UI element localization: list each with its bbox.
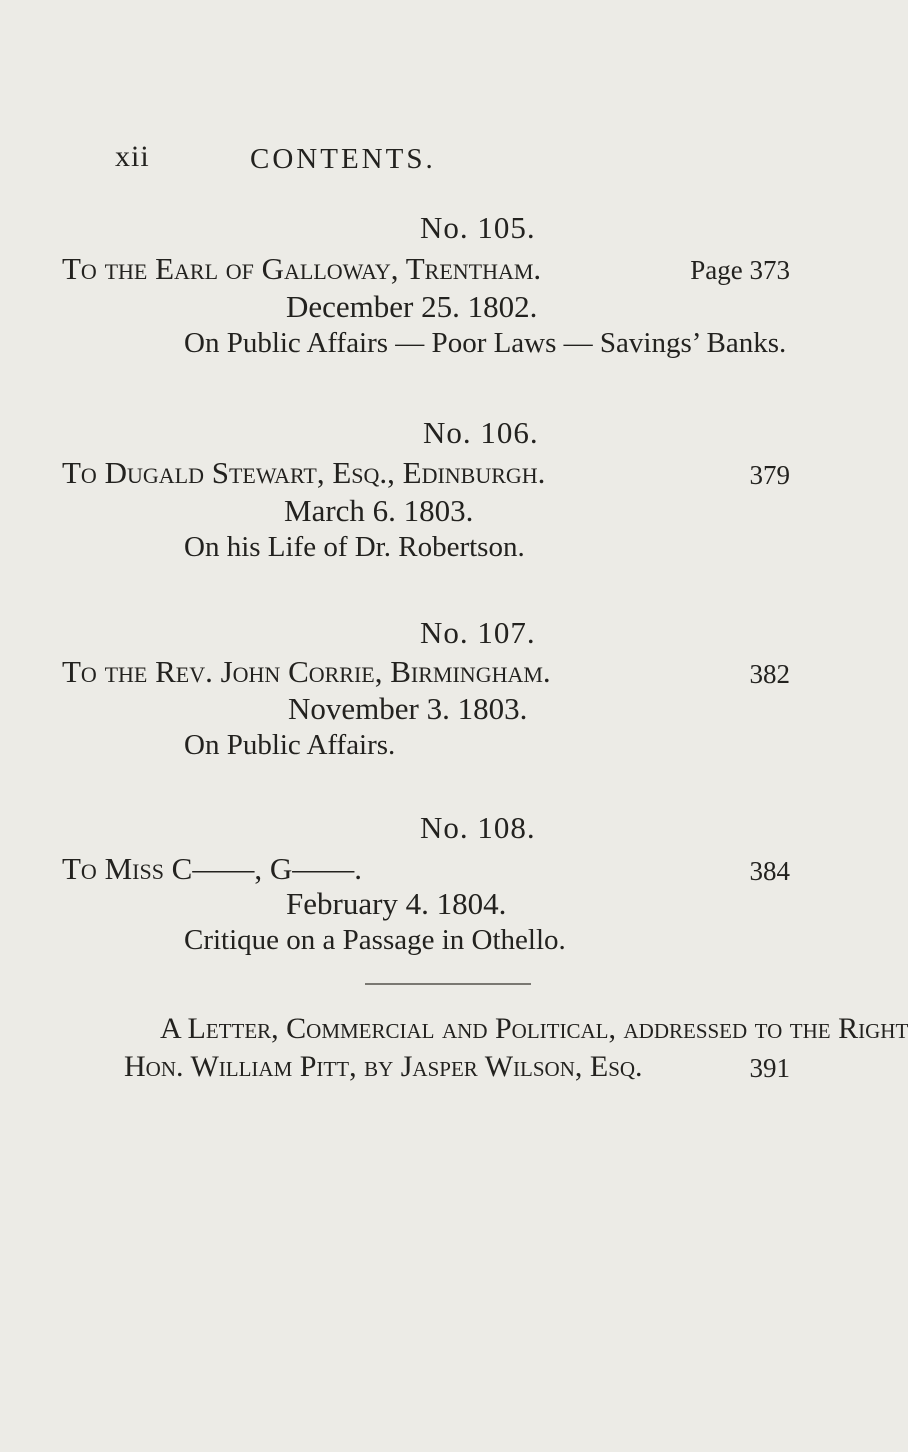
page-numeral: xii xyxy=(115,140,150,173)
entry-number: No. 107. xyxy=(420,615,536,650)
entry-page: 382 xyxy=(749,659,790,689)
letter-title-line1: A Letter, Commercial and Political, addressed to the Right xyxy=(160,1012,908,1045)
running-title: CONTENTS. xyxy=(250,143,436,175)
entry-page: 384 xyxy=(749,856,790,886)
entry-addressee: To the Earl of Galloway, Trentham. xyxy=(62,251,542,286)
entry-topic: Critique on a Passage in Othello. xyxy=(184,924,566,956)
section-divider xyxy=(365,983,531,985)
entry-number: No. 106. xyxy=(423,415,539,450)
entry-page: Page 373 xyxy=(690,255,790,285)
entry-date: November 3. 1803. xyxy=(288,691,528,726)
entry-page: 379 xyxy=(749,460,790,490)
entry-number: No. 105. xyxy=(420,210,536,245)
entry-date: March 6. 1803. xyxy=(284,493,474,528)
entry-date: February 4. 1804. xyxy=(286,886,507,921)
entry-addressee: To Dugald Stewart, Esq., Edinburgh. xyxy=(62,455,546,490)
entry-addressee: To Miss C——, G——. xyxy=(62,851,362,886)
entry-topic: On Public Affairs — Poor Laws — Savings’ Banks. xyxy=(184,327,787,359)
entry-number: No. 108. xyxy=(420,810,536,845)
entry-page: 391 xyxy=(749,1053,790,1083)
letter-title-line2: Hon. William Pitt, by Jasper Wilson, Esq. xyxy=(124,1050,643,1083)
entry-date: December 25. 1802. xyxy=(286,289,538,324)
entry-topic: On Public Affairs. xyxy=(184,729,396,761)
entry-addressee: To the Rev. John Corrie, Birmingham. xyxy=(62,654,551,689)
entry-topic: On his Life of Dr. Robertson. xyxy=(184,531,525,563)
